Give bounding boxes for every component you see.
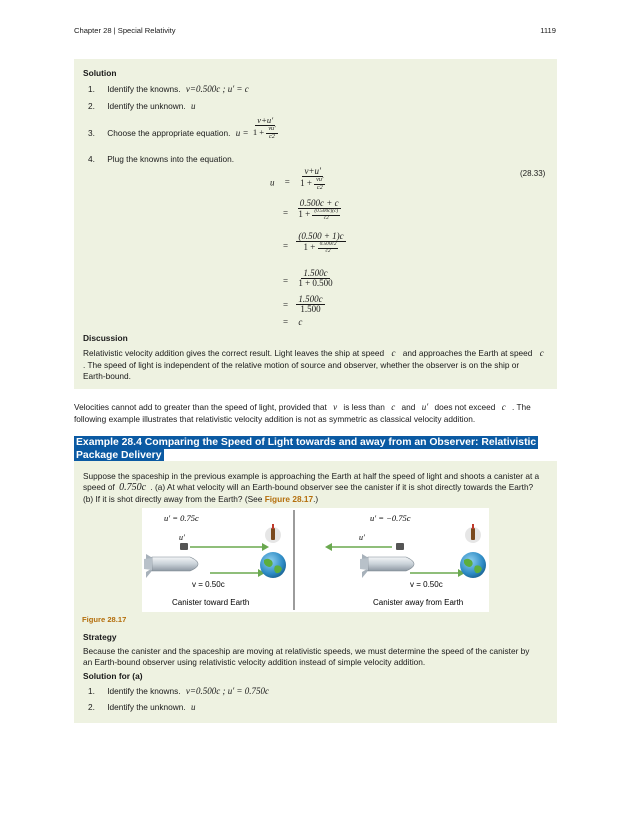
- discussion-line-2: . The speed of light is independent of the relative motion of source and observer, whether the observer is on the ship or: [83, 360, 520, 370]
- right-panel: [325, 524, 486, 578]
- page-number: 1119: [540, 26, 556, 35]
- velocity-addition-formula: v+u′ 1 + $\frac{vu'}{c2}$: [252, 115, 276, 140]
- body-paragraph-line-2: following example illustrates that relativistic velocity addition is not as symmetric as classical velocity addition.: [74, 414, 476, 424]
- left-panel: [144, 524, 286, 578]
- left-caption: Canister toward Earth: [172, 598, 250, 607]
- solution-heading: Solution: [83, 68, 117, 78]
- example-step-2: 2. Identify the unknown. u: [88, 702, 196, 712]
- right-u-label: u′: [359, 533, 365, 542]
- example-title-banner: Example 28.4 Comparing the Speed of Light towards and away from an Observer: Relativistic Package Delivery: [76, 437, 537, 461]
- figure-label: Figure 28.17: [82, 615, 127, 624]
- left-v-label: v = 0.50c: [192, 580, 225, 589]
- example-intro-line-3: (b) If it is shot directly away from the Earth? (See Figure 28.17.): [83, 494, 319, 504]
- figure-reference-link[interactable]: Figure 28.17: [264, 494, 314, 504]
- strategy-line-1: Because the canister and the spaceship are moving at relativistic speeds, we must determine the speed of the canister by: [83, 646, 530, 656]
- right-caption: Canister away from Earth: [373, 598, 464, 607]
- solution-step-2: 2. Identify the unknown. u: [88, 101, 196, 111]
- canister-icon: [180, 543, 188, 550]
- solution-step-1: 1. Identify the knowns. v=0.500c ; u′ = c: [88, 84, 249, 94]
- left-u-label: u′: [179, 533, 185, 542]
- strategy-line-2: an Earth-bound observer using relativistic velocity addition instead of simple velocity addition.: [83, 657, 426, 667]
- spaceship-icon: [360, 554, 414, 578]
- figure-28-17: [142, 508, 489, 612]
- example-intro-line-2: speed of 0.750c . (a) At what velocity will an Earth-bound observer see the canister if it is shot directly towards the Earth?: [83, 482, 534, 493]
- derivation-row-3: = (0.500 + 1)c 1 + $\frac{0.500c2}{c2}$: [283, 231, 344, 254]
- solution-box: [74, 59, 557, 389]
- example-intro-line-1: Suppose the spaceship in the previous example is approaching the Earth at half the speed of light and shoots a canister at a: [83, 471, 540, 481]
- solution-step-4: 4. Plug the knowns into the equation.: [88, 154, 235, 164]
- running-header-chapter: Chapter 28 | Special Relativity: [74, 26, 176, 35]
- discussion-heading: Discussion: [83, 333, 128, 343]
- solution-step-3: 3. Choose the appropriate equation. u = v+u′ 1 + $\frac{vu'}{c2}$: [88, 116, 280, 140]
- discussion-line-1: Relativistic velocity addition gives the correct result. Light leaves the ship at speed c and approaches the Earth at speed c: [83, 348, 544, 358]
- example-step-1: 1. Identify the knowns. v=0.500c ; u′ = 0.750c: [88, 686, 269, 696]
- equation-number: (28.33): [520, 169, 546, 178]
- right-v-label: v = 0.50c: [410, 580, 443, 589]
- spaceship-icon: [144, 554, 198, 578]
- earth-icon: [260, 524, 286, 578]
- left-uprime-label: u′ = 0.75c: [164, 513, 199, 523]
- earth-icon: [460, 524, 486, 578]
- derivation-row-4: = $\frac{1.500c}{1 + 0.500}$: [283, 268, 333, 289]
- right-uprime-label: u′ = −0.75c: [370, 513, 411, 523]
- strategy-heading: Strategy: [83, 632, 117, 642]
- derivation-row-1: u = v+u′ 1 + $\frac{vu'}{c2}$: [270, 166, 324, 191]
- canister-icon: [396, 543, 404, 550]
- solution-a-heading: Solution for (a): [83, 671, 143, 681]
- figure-illustration: [142, 508, 489, 612]
- derivation-row-6: = c: [283, 317, 303, 327]
- discussion-line-3: Earth-bound.: [83, 371, 131, 381]
- body-paragraph-line-1: Velocities cannot add to greater than the speed of light, provided that v is less than c and u′ does not exceed c . The: [74, 402, 531, 412]
- derivation-row-2: = 0.500c + c 1 + $\frac{(0.500c)(c)}{c2}$: [283, 198, 339, 221]
- derivation-row-5: = $\frac{1.500c}{1.500}$: [283, 294, 323, 315]
